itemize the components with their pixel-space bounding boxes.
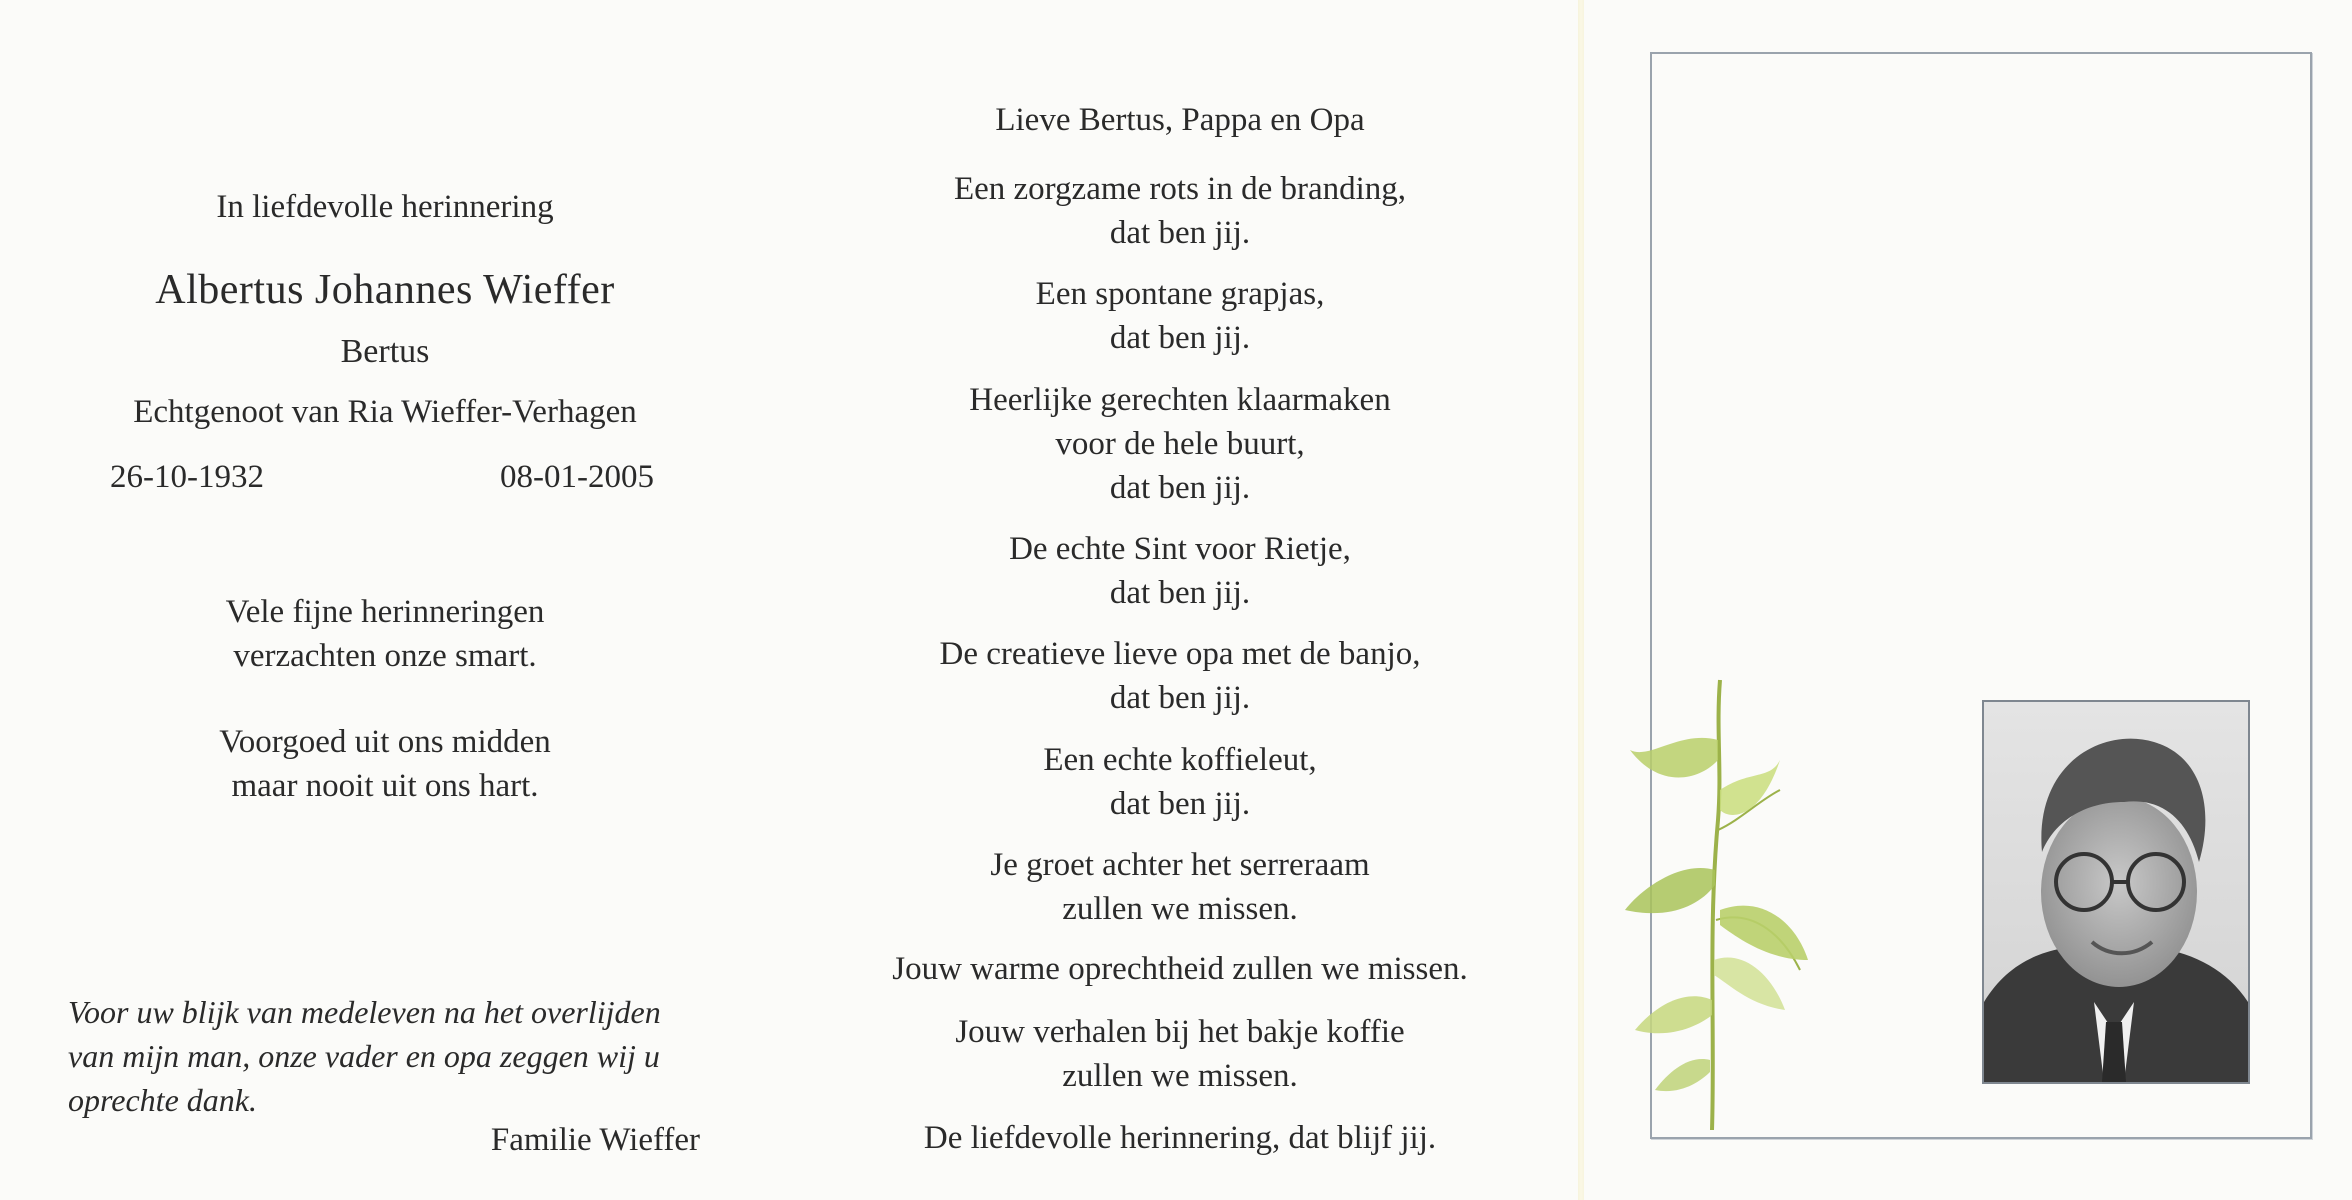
verse-line: Een spontane grapjas, bbox=[1035, 276, 1325, 312]
verse bbox=[780, 527, 1580, 615]
verse-line: zullen we missen. bbox=[1062, 1058, 1298, 1094]
verse-line: Je groet achter het serreraam bbox=[990, 847, 1370, 883]
left-panel bbox=[0, 0, 780, 1200]
thanks-message bbox=[68, 990, 728, 1122]
verse bbox=[780, 1010, 1580, 1098]
plant-illustration bbox=[1620, 670, 1810, 1130]
verse-line: dat ben jij. bbox=[1109, 680, 1251, 716]
verse bbox=[780, 167, 1580, 255]
verse-line: dat ben jij. bbox=[1109, 786, 1251, 822]
verse-line: zullen we missen. bbox=[1062, 891, 1298, 927]
thanks-line: Voor uw blijk van medeleven na het overlijden bbox=[68, 994, 661, 1030]
poem-line: verzachten onze smart. bbox=[233, 638, 537, 674]
poem-line: Vele fijne herinneringen bbox=[225, 594, 545, 630]
verse-line: Heerlijke gerechten klaarmaken bbox=[969, 382, 1391, 418]
verse-line: dat ben jij. bbox=[1109, 320, 1251, 356]
right-panel bbox=[1580, 0, 2352, 1200]
verse bbox=[780, 947, 1580, 991]
verse-line: De echte Sint voor Rietje, bbox=[1009, 531, 1351, 567]
poem-line: maar nooit uit ons hart. bbox=[231, 768, 539, 804]
death-date: 08-01-2005 bbox=[500, 459, 654, 495]
verse bbox=[780, 378, 1580, 510]
spouse-line: Echtgenoot van Ria Wieffer-Verhagen bbox=[133, 394, 637, 430]
intro-text: In liefdevolle herinnering bbox=[216, 189, 554, 225]
verse-line: Een echte koffieleut, bbox=[1043, 742, 1317, 778]
verse-line: dat ben jij. bbox=[1109, 575, 1251, 611]
poem-stanza bbox=[0, 590, 770, 678]
poem-stanza bbox=[0, 720, 770, 808]
verse-line: dat ben jij. bbox=[1109, 215, 1251, 251]
verse-line: Jouw warme oprechtheid zullen we missen. bbox=[892, 951, 1468, 987]
deceased-full-name: Albertus Johannes Wieffer bbox=[155, 267, 615, 313]
thanks-line: oprechte dank. bbox=[68, 1082, 257, 1118]
verse bbox=[780, 272, 1580, 360]
portrait-photo bbox=[1982, 700, 2250, 1084]
verse bbox=[780, 1116, 1580, 1160]
thanks-line: van mijn man, onze vader en opa zeggen wij u bbox=[68, 1038, 660, 1074]
verse bbox=[780, 738, 1580, 826]
verse-line: dat ben jij. bbox=[1109, 470, 1251, 506]
verse-line: De creatieve lieve opa met de banjo, bbox=[939, 636, 1421, 672]
family-signature: Familie Wieffer bbox=[490, 1122, 700, 1158]
poem-line: Voorgoed uit ons midden bbox=[219, 724, 551, 760]
greeting: Lieve Bertus, Pappa en Opa bbox=[995, 102, 1365, 138]
verse bbox=[780, 632, 1580, 720]
deceased-nickname: Bertus bbox=[340, 333, 430, 370]
birth-date: 26-10-1932 bbox=[110, 459, 264, 495]
middle-panel bbox=[780, 0, 1580, 1200]
verse bbox=[780, 843, 1580, 931]
verse-line: voor de hele buurt, bbox=[1055, 426, 1305, 462]
verse-line: Jouw verhalen bij het bakje koffie bbox=[955, 1014, 1405, 1050]
verse-line: Een zorgzame rots in de branding, bbox=[953, 171, 1407, 207]
verse-line: De liefdevolle herinnering, dat blijf jij. bbox=[923, 1120, 1437, 1156]
portrait-image bbox=[1984, 702, 2248, 1082]
